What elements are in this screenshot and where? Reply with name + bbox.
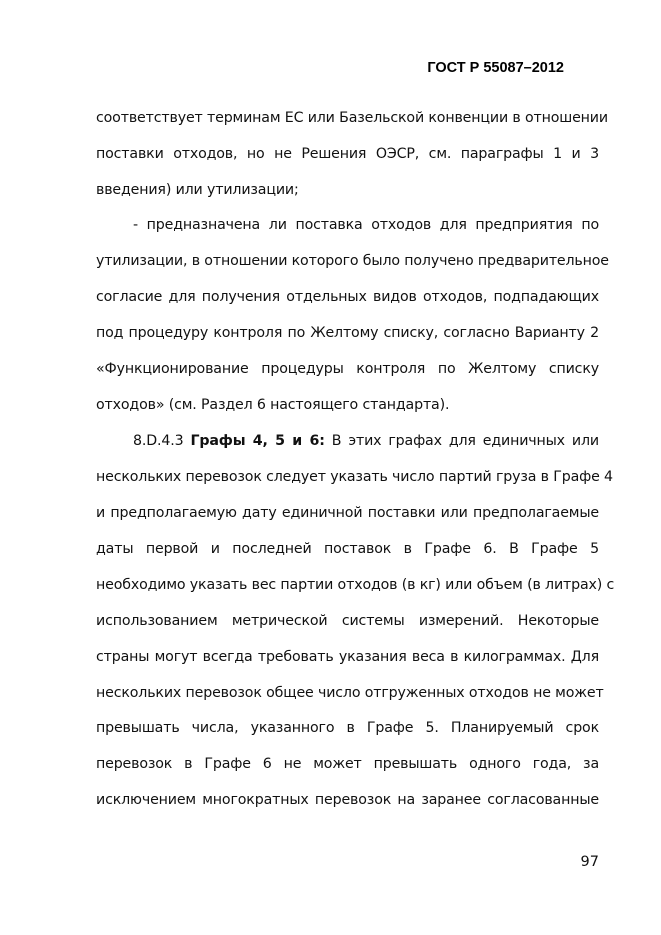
text-line-11: нескольких перевозок следует указать число партий груза в Графе 4 — [96, 469, 613, 485]
text-line-17: нескольких перевозок общее число отгруженных отходов не может — [96, 685, 604, 701]
page-number: 97 — [580, 854, 599, 870]
text-line-1: соответствует терминам ЕС или Базельской конвенции в отношении — [96, 110, 608, 126]
section-text: В этих графах для единичных или — [331, 433, 599, 449]
text-line-6: согласие для получения отдельных видов отходов, подпадающих — [96, 289, 599, 305]
text-line-19: перевозок в Графе 6 не может превышать одного года, за — [96, 756, 599, 772]
text-line-8: «Функционирование процедуры контроля по Желтому списку — [96, 361, 599, 377]
section-heading: Графы 4, 5 и 6: — [190, 433, 325, 449]
document-header: ГОСТ Р 55087–2012 — [427, 60, 564, 76]
section-number: 8.D.4.3 — [133, 433, 184, 449]
text-line-18: превышать числа, указанного в Графе 5. Планируемый срок — [96, 720, 599, 736]
text-line-5: утилизации, в отношении которого было получено предварительное — [96, 253, 609, 269]
text-line-2: поставки отходов, но не Решения ОЭСР, см. параграфы 1 и 3 — [96, 146, 599, 162]
text-line-13: даты первой и последней поставок в Графе 6. В Графе 5 — [96, 541, 599, 557]
text-line-3: введения) или утилизации; — [96, 182, 299, 198]
section-line-8d43 — [133, 431, 599, 451]
text-line-20: исключением многократных перевозок на заранее согласованные — [96, 792, 599, 808]
text-line-15: использованием метрической системы измерений. Некоторые — [96, 613, 599, 629]
text-line-9: отходов» (см. Раздел 6 настоящего стандарта). — [96, 397, 450, 413]
text-line-16: страны могут всегда требовать указания веса в килограммах. Для — [96, 649, 599, 665]
text-line-4: - предназначена ли поставка отходов для предприятия по — [133, 217, 599, 233]
text-line-12: и предполагаемую дату единичной поставки или предполагаемые — [96, 505, 599, 521]
text-line-7: под процедуру контроля по Желтому списку, согласно Варианту 2 — [96, 325, 599, 341]
text-line-14: необходимо указать вес партии отходов (в кг) или объем (в литрах) с — [96, 577, 615, 593]
